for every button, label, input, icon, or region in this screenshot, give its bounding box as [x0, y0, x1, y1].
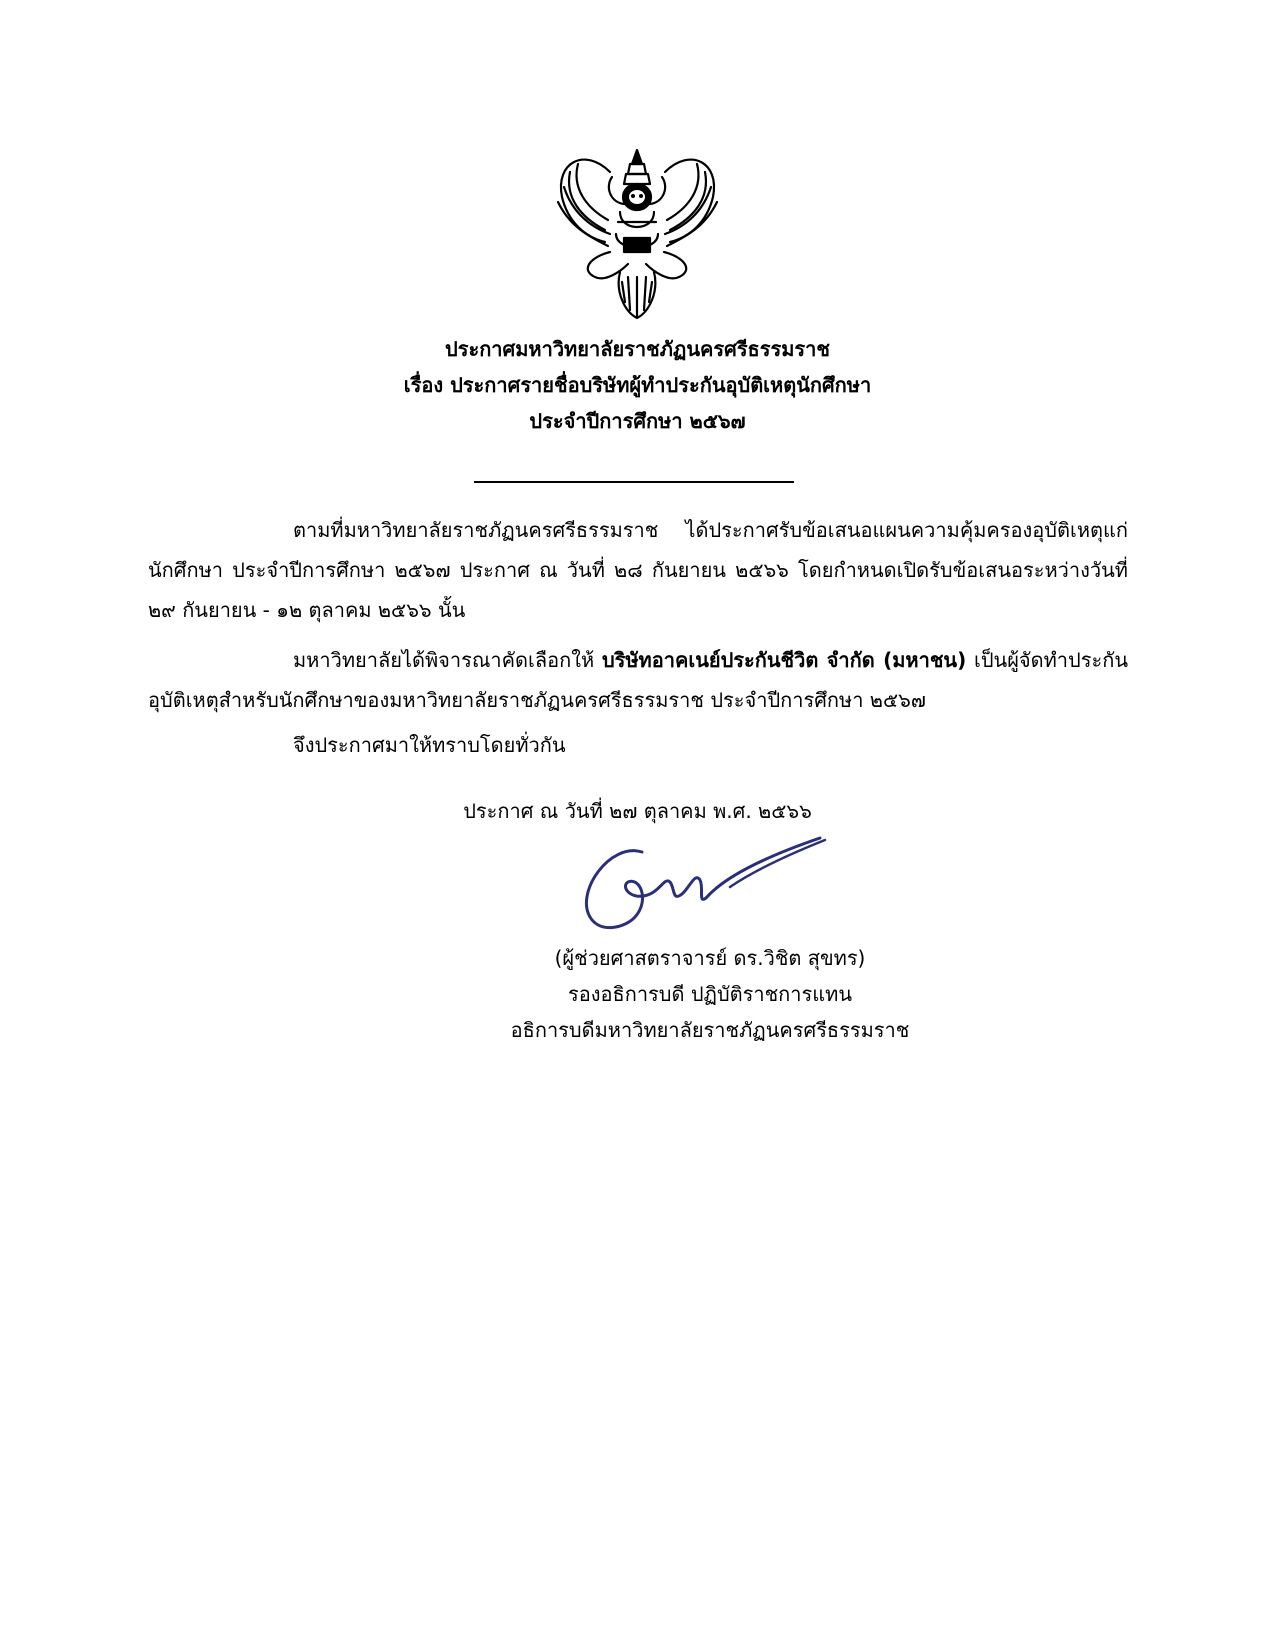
- paragraph-2: [148, 640, 1128, 720]
- paragraph-2-suffix: เป็นผู้จัดทำประกันอุบัติเหตุสำหรับนักศึกษาของมหาวิทยาลัยราชภัฏนครศรีธรรมราช ประจำปีการศึกษา ๒๕๖๗: [148, 648, 1128, 712]
- paragraph-3: [148, 725, 1128, 765]
- announcement-subject: เรื่อง ประกาศรายชื่อบริษัทผู้ทำประกันอุบัติเหตุนักศึกษา: [403, 373, 872, 397]
- signatory-name: (ผู้ช่วยศาสตราจารย์ ดร.วิชิต สุขทร): [554, 946, 866, 970]
- paragraph-1-text: ตามที่มหาวิทยาลัยราชภัฏนครศรีธรรมราช ได้ประกาศรับข้อเสนอแผนความคุ้มครองอุบัติเหตุแก่นักศึกษา ประจำปีการศึกษา ๒๕๖๗ ประกาศ ณ วันที่ ๒๘ กันยายน ๒๕๖๖ โดยกำหนดเปิดรับข้อเสนอระหว่างวันที่ ๒๙ กันยายน - ๑๒ ตุลาคม ๒๕๖๖ นั้น: [148, 518, 1128, 622]
- paragraph-1: [148, 510, 1128, 630]
- announcement-title: ประกาศมหาวิทยาลัยราชภัฏนครศรีธรรมราช: [445, 337, 830, 361]
- signatory-title: อธิการบดีมหาวิทยาลัยราชภัฏนครศรีธรรมราช: [510, 1018, 910, 1042]
- announcement-year: ประจำปีการศึกษา ๒๕๖๗: [529, 409, 746, 433]
- paragraph-3-text: จึงประกาศมาให้ทราบโดยทั่วกัน: [293, 733, 566, 757]
- company-name: บริษัทอาคเนย์ประกันชีวิต จำกัด (มหาชน): [601, 648, 967, 672]
- signatory-position: รองอธิการบดี ปฏิบัติราชการแทน: [567, 982, 853, 1006]
- announcement-date: ประกาศ ณ วันที่ ๒๗ ตุลาคม พ.ศ. ๒๕๖๖: [463, 799, 812, 823]
- divider: [474, 481, 794, 483]
- garuda-emblem-icon: [550, 142, 725, 322]
- paragraph-2-prefix: มหาวิทยาลัยได้พิจารณาคัดเลือกให้: [293, 648, 602, 672]
- handwritten-signature: [580, 832, 860, 942]
